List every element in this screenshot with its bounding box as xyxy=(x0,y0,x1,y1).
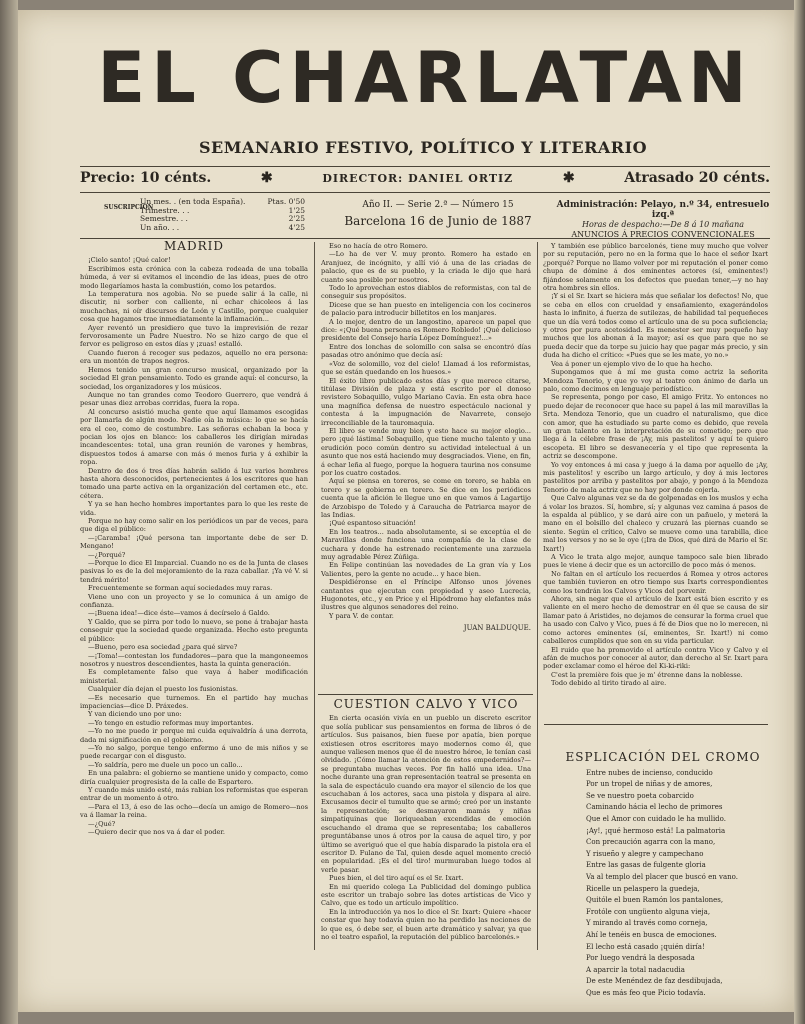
poem-cromo xyxy=(558,750,768,999)
poem-line: Entre nubes de incienso, conducido xyxy=(586,768,713,777)
rule-columns xyxy=(80,238,770,239)
admin-ads: ANUNCIOS Á PRECIOS CONVENCIONALES xyxy=(571,230,755,239)
paragraph: —Yo saldría, pero me duele un poco un callo... xyxy=(88,760,243,769)
poem-line: A aparcir la total nadacudia xyxy=(586,965,685,974)
newspaper-page xyxy=(18,10,794,1012)
paragraph: —¡Toma!—contestan los fundadores—para que la mangoneemos nosotros y nuestros descendientes, hasta la quinta generación. xyxy=(80,651,308,668)
paragraph: En una palabra: el gobierno se mantiene unido y compacto, como diría cualquier progresista de la calle de Espartero. xyxy=(80,769,308,786)
subscription-row: Un año. . . 4'25 xyxy=(140,222,305,232)
article-title-madrid: MADRID xyxy=(164,240,224,253)
poem-line: Que es más feo que Picio todavía. xyxy=(586,988,706,997)
paragraph: Dentro de dos ó tres días habrán salido á luz varios hombres hasta ahora desconocidos, pertenecientes á los escritores que han tomado una parte activa en la organización del certamen etc., etc. cétera. xyxy=(80,466,308,500)
paragraph: Cuando fueron á recoger sus pedazos, aquello no era persona: era un montón de trapos negros. xyxy=(80,348,308,366)
poem-line: Ricelle un pelaspero la guedeja, xyxy=(586,884,700,893)
paragraph: A Vico le trata algo mejor, aunque tampoco sale bien librado pues le viene á decir que es un actorcillo de poco más ó menos. xyxy=(543,553,768,570)
paragraph: Vea á poner un ejemplo vivo de lo que ha hecho. xyxy=(551,359,713,368)
paragraph: La temperatura nos agobia. No se puede salir á la calle, ni discutir, ni sorber con calliente, ni echar chicoleos á las muchachas, ni oír discursos de León y Castillo, porque cualquier cosa que hagamos trae inmediatamente la inflamación... xyxy=(80,290,308,324)
paragraph: —¡Caramba! ¡Qué persona tan importante debe de ser D. Mengano! xyxy=(80,533,308,551)
paragraph: Escribimos esta crónica con la cabeza rodeada de una toballa húmeda, á ver si evitamos el incendio de las ideas, pues de otro modo llegaríamos hasta la combustión, como los petardos. xyxy=(80,264,308,290)
paragraph: En mi querido colega La Publicidad del domingo publica este escritor un trabajo sobre las dotes artísticas de Vico y Calvo, que es todo un artículo impolítico. xyxy=(321,882,531,908)
paragraph: Entre dos lonchas de solomillo con salsa se encontró días pasadas otro anónimo que decía así: xyxy=(321,342,531,360)
poem-line: ¡Ay!, ¡qué hermoso está! La palmatoria xyxy=(586,826,726,835)
paragraph: ¡Y si el Sr. Ixart se hiciera más que señalar los defectos! No, que se ceba en ellos con crueldad y ensañamiento, exagerándolos hasta lo infinito, á fuerza de sutilezas, de habilidad tal pequeñeces que un día verá todos como el artículo una de su poca suficiencia; y otros por pura acetosidad. Es menester ser muy pequeño hay muchos que los abonan á la mayor; así es que para que no se pueda decir que da torpe su juicio hay que pagar más precio, y sin duda ha dicho el crítico: «Pues que se les mate, yo no.» xyxy=(543,292,768,360)
paragraph: El ruido que ha promovido el artículo contra Vico y Calvo y el afán de muchos por conocer al autor, dan derecho al Sr. Ixart para poder exclamar como el héroe del Ki-ki-riki: xyxy=(543,645,768,671)
paragraph: —¿Porqué? xyxy=(88,550,126,559)
poem-line: Entre las gasas de fulgente gloria xyxy=(586,861,706,870)
rule-cromo xyxy=(544,724,768,725)
paragraph: Pues bien, el del tiro aquí es el Sr. Ixart. xyxy=(329,874,464,883)
paragraph: —Yo tengo en estudio reformas muy importantes. xyxy=(88,718,254,727)
issue-numbers: Año II. — Serie 2.ª — Número 15 xyxy=(362,200,514,210)
paragraph: —Lo ha de ver V. muy pronto. Romero ha estado en Aranjuez, de incógnito, y allí vió á una de las criadas de palacio, que es de su pueblo, y la criada le dijo que hará cuanto sea posible por nosotros. xyxy=(321,250,531,284)
masthead-subtitle: SEMANARIO FESTIVO, POLÍTICO Y LITERARIO xyxy=(198,138,648,157)
paragraph: Hemos tenido un gran concurso musical, organizado por la sociedad El gran pensamiento. Todo es grande aquí: el concurso, la sociedad, los organizadores y los músicos. xyxy=(80,365,308,391)
paragraph: Cualquier día dejan el puesto los fusionistas. xyxy=(88,685,238,694)
poem-line: Con precaución agarra con la mano, xyxy=(586,838,716,847)
column-madrid xyxy=(80,240,308,952)
paragraph: En Felipe continúan las novedades de La gran vía y Los Valientes, pero la gente no acude... y hace bien. xyxy=(321,561,531,578)
paragraph: Y van diciendo uno por uno: xyxy=(88,710,182,719)
paragraph: C'est la première fois que je m' étrenne dans la noblesse. xyxy=(551,670,743,679)
paragraph: En la introducción ya nos lo dice el Sr. Ixart: Quiere «hacer constar que hay todavía quien no ha perdido las nociones de lo que es, ó debe ser, el buen arte dramático y salvar, ya que no el teatro español, la reputación del público barcelonés.» xyxy=(321,907,531,941)
column-divider-1 xyxy=(314,242,315,950)
paragraph: Que Calvo algunas vez se da de golpenadas en los muslos y echa á volar los brazos. Sí, hombre, sí; y algunas vez camina á pasos de la espalda al público, y se dará aire con un pañuelo, y meterá la mano en el bolsillo del chaleco y cruzará las piernas cuando se siente. Según el crítico, Calvo se mueve como una tarabilla, dice mal los versos y no se le oye (¡Ira de Dios, qué dirá de Mario el Sr. Ixart!) xyxy=(543,494,768,553)
poem-line: Frotóle con ungüento alguna vieja, xyxy=(586,907,711,916)
admin-info xyxy=(556,200,770,240)
rule-cuestion xyxy=(318,694,533,695)
paragraph: Ahora, sin negar que el artículo de Ixart está bien escrito y es valiente en el mero hecho de demostrar en él que se causa de sir llamar pato á Aristides, no dejamos de censurar la forma cruel que ha usado con Calvo y Vico, pues á fé de Dios que no lo merecen, ni como actores eminentes (sí, eminentes, Sr. Ixart!) ni como caballeros cumplidos que son en su vida particular. xyxy=(543,595,768,646)
paragraph: A lo mejor, dentro de un langostino, aparece un papel que dice: «¡Qué buena persona es Romero Robledo! ¡Qué delicioso presidente del Consejo haría López Domínguez!...» xyxy=(321,317,531,343)
paragraph: Todo debido al tirito tirado al aire. xyxy=(551,679,667,688)
poem-line: El lecho está casado ¡quién diría! xyxy=(586,942,705,951)
paragraph: —¿Qué? xyxy=(88,819,116,828)
paragraph: Al concurso asistió mucha gente que aquí llamamos escogidas por llamarla de algún modo. Nadie oía la música: lo que se hacía era el ceo, como de costumbre. Las señoras echaban la boca y pocian los ojos en blanco: los caballeros les dirigían miradas incandescentes: total, una gran reunión de varones y hembras, dispuestos todos á amarse con más ó menos furia y á exhibir la ropa. xyxy=(80,407,308,467)
poem-line: Y mirando al través como corneja, xyxy=(586,919,708,928)
paragraph: Y cuando más unido esté, más rabian los reformistas que esperan entrar de un momento á otro. xyxy=(80,786,308,803)
paragraph: «Voz de solomillo, voz del cielo! Llamad á los reformistas, que se están quedando en los huesos.» xyxy=(321,359,531,377)
paragraph: Ayer reventó un presidiero que tuvo la imprevisión de rezar fervorosamente un Padre Nuestro. No se hizo cargo de que el fervor es peligroso en estos días y ¡zuas! estalló. xyxy=(80,323,308,349)
subscription-row: Semestre. . . 2'25 xyxy=(140,214,305,223)
poem-line: Va al templo del placer que buscó en vano. xyxy=(586,872,738,881)
paragraph: Todo lo aprovechan estos diablos de reformistas, con tal de conseguir sus propósitos. xyxy=(321,284,531,301)
subscription-row: Un mes. . (en toda España). Ptas. 0'50 xyxy=(140,197,305,206)
page-edge xyxy=(794,0,805,1024)
admin-address: Administración: Pelayo, n.º 34, entresuelo izq.ª xyxy=(556,200,770,220)
subscription-label: SUSCRIPCIÓN xyxy=(104,204,154,211)
poem-line: Que el Amor con cuidado le ha mullido. xyxy=(586,814,726,823)
admin-hours: Horas de despacho:—De 8 á 10 mañana xyxy=(582,220,744,229)
paragraph: —Para el 13, á eso de las ocho—decía un amigo de Romero—nos va á llamar la reina. xyxy=(80,802,308,820)
article-title-cromo: ESPLICACIÓN DEL CROMO xyxy=(565,750,761,764)
poem-line: Y risueño y alegre y campechano xyxy=(586,849,704,858)
paragraph: —Porque lo dice El Imparcial. Cuando no es de la Junta de clases pasivas lo es de la del mejoramiento de la raza caballar. ¡Ya vé V. si tendrá mérito! xyxy=(80,559,308,584)
poem-line: Caminando hácia el lecho de primores xyxy=(586,803,723,812)
paragraph: Supongamos que á mí me gusta como actriz la señorita Mendoza Tenorio, y que yo voy al teatro con ánimo de darla un palo, como decimos en lenguaje periodístico. xyxy=(543,368,768,393)
poem-line: Quitóle el buen Ramón los pantalones, xyxy=(586,896,724,905)
paragraph: Y Galdo, que se pirra por todo lo nuevo, se pone á trabajar hasta conseguir que la sociedad quede organizada. Hecho esto pregunta el público: xyxy=(80,617,308,643)
paragraph: —Yo no salgo, porque tengo enfermo á uno de mis niños y se puede recargar con el disgusto. xyxy=(80,743,308,761)
paragraph: El libro se vende muy bien y esto hace su mejor elogio... pero ¡qué lástima! Sobaquillo, que tiene mucho talento y una erudición poco común dentro su actividad intelectual á un asunto que nos está haciendo muy desgraciados. Viene, en fin, á echar leña al fuego, porque la hoguera taurina nos consume por los cuatro costados. xyxy=(321,426,531,477)
issue-info xyxy=(318,200,558,228)
back-issue-price: Atrasado 20 cénts. xyxy=(624,170,770,186)
paragraph: —Yo no me puedo ir porque mi cuida equivaldría á una derrota, dada mi significación en el gobierno. xyxy=(80,727,308,744)
paragraph: Es completamente falso que vaya á haber modificación ministerial. xyxy=(80,668,308,685)
price: Precio: 10 cénts. xyxy=(80,170,212,186)
paragraph: Y para V. de contar. xyxy=(329,611,394,620)
paragraph: Aquí se piensa en toreros, se come en torero, se habla en torero y se gobierna en torero. Se dice en los periódicos cuenta que la afición le llegue uno en que vamos á Lagartijo de Arzobispo de Toledo y á Caraucha de Patriarca mayor de las Indias. xyxy=(321,477,531,519)
poem-line: Por luego vendrá la desposada xyxy=(586,954,695,963)
rule-mid xyxy=(80,192,770,193)
paragraph: ¡Cielo santo! ¡Qué calor! xyxy=(88,256,171,265)
paragraph: —Es necesario que turnemos. En el partido hay muchas impaciencias—dice D. Práxedes. xyxy=(80,693,308,710)
paragraph: Y también ese público barcelonés, tiene muy mucho que volver por su reputación, pero no en la forma que lo hace el señor Ixart ¿porqué? Porque no llamo volver por mi reputación el poner como chupa de dómine á dos eminentes actores (sí, eminentes!) fijándose solamente en los defectos que puedan tener,—y no hay otra hombres sin ellos. xyxy=(543,242,768,293)
poem-line: Se ve nuestro poeta cobarcido xyxy=(586,791,694,800)
subscription-row: Trimestre. . . 1'25 xyxy=(140,205,305,215)
paragraph: ¡Qué espantoso situación! xyxy=(329,519,417,528)
signature: JUAN BALDUQUE. xyxy=(463,624,531,633)
paragraph: Se representa, pongo por caso, El amigo Fritz. Yo entonces no puedo dejar de reconocer que hace su papel á las mil maravillas la Srta. Mendoza Tenorio, que un cuadro el naturalismo, que dice con amor, que ha estudiado su parte como es debido, que revela un gran talento en la interpretación de su cometido; pero que llega á la célebre frase de ¡Ay, mis pastelitos! y aquí te quiero escopeta. El libro se desvanecería y el tipo que representa la actriz se descompone. xyxy=(543,393,768,461)
poem-line: Ahí le tenéis en busca de emociones. xyxy=(586,930,717,939)
paragraph: El éxito libro publicado estos días y que merece citarse, titúlase División de plaza y está escrito por el donoso revistero Sobaquillo, vulgo Mariano Cavia. En esta obra hace una magnífica defensa de nuestro espectáculo nacional y contesta á la impugnación de Navarrete, consejo irreconciliable de la tauromaquia. xyxy=(321,376,531,427)
director: DIRECTOR: DANIEL ORTIZ xyxy=(322,171,514,185)
book-spine xyxy=(0,0,18,1024)
paragraph: Viene uno con un proyecto y se lo comunica á un amigo de confianza. xyxy=(80,592,308,610)
paragraph: En los teatros... nada absolutamente, si se exceptúa el de Maravillas donde funciona una compañía de la clase de cuchara y donde ha estrenado recientemente una zarzuela muy agradable Pérez Zúñiga. xyxy=(321,527,531,562)
paragraph: Frecuentemente se forman aquí sociedades muy raras. xyxy=(88,584,273,593)
issue-date: Barcelona 16 de Junio de 1887 xyxy=(344,214,532,228)
paragraph: Eso no hacía de otro Romero. xyxy=(329,242,428,250)
price-line: Precio: 10 cénts. ✱ DIRECTOR: DANIEL ORTIZ ✱ Atrasado 20 cénts. xyxy=(80,170,770,186)
column-divider-2 xyxy=(537,242,538,950)
article-title-cuestion: CUESTION CALVO Y VICO xyxy=(333,698,519,711)
poem-line: De este Menéndez de faz desdibujada, xyxy=(586,977,723,986)
paragraph: No faltan en el artículo los recuerdos á Romea y otros actores que también tuvieron en otro tiempo sus Ixarts correspondientes como los tendrán los Calvos y Vicos del porvenir. xyxy=(543,569,768,595)
poem-line: Por un tropel de niñas y de amores, xyxy=(586,780,713,789)
paragraph: Dicese que se han puesto en inteligencia con los cocineros de palacio para introducir billetitos en los manjares. xyxy=(321,300,531,318)
paragraph: —Quiero decir que nos va á dar el poder. xyxy=(88,828,225,837)
rule-top xyxy=(80,166,770,167)
paragraph: —¡Buena idea!—dice éste—vamos á decírselo á Galdo. xyxy=(88,609,270,618)
column-madrid-continued xyxy=(321,242,531,670)
paragraph: Aunque no tan grandes como Teodoro Guerrero, que vendrá á pesar unas diez arrobas corridas, fuera la ropa. xyxy=(80,390,308,408)
paragraph: Yo voy entonces á mi casa y juego á la dama por aquello de ¡Ay, mis pastelitos! y escribo un largo artículo, y doy á mis lectores pastelitos por arriba y pastelitos por abajo, y pongo á la Mendoza Tenorio de mala actriz que no hay por donde cojerla. xyxy=(543,460,768,494)
column-cuestion-continued xyxy=(543,242,768,720)
paragraph: —Bueno, pero esa sociedad ¿para qué sirve? xyxy=(88,643,238,652)
column-cuestion xyxy=(321,698,531,948)
paragraph: Porque no hay como salir en los periódicos un par de veces, para que diga el público: xyxy=(80,517,308,534)
paragraph: En cierta ocasión vivía en un pueblo un discreto escritor que solía publicar sus pensamientos en forma de libros ó de artículos. Sus paisanos, bien fuese por apatía, bien porque existiesen otros escritores mayo modernos como él, que aunque valiesen menos que él de nuestro héroe, le tenían casi olvidado. ¡Cómo llamar la atención de estos empedernidos?—se preguntaba muchas veces. Por fin halló una idea. Una noche durante una gran representación teatral se presenta en la sala de espectáculo cuando era mayor el silencio de los que escuchaban á los actores, saca una pistola y dispara al aire. Excusamos decir el tumulto que se armó; creó por un instante la representación; se desmayaron mamás y niñas simpatiquinas que lloriqueaban excendidas de emoción escuchando el drama que se representaba; los caballeros preguntábanse unos á otros por la causa de aquel tiro, y por último se averiguó que el que había disparado la pistola era el escritor D. Fulano de Tal, quien desde aquel momento creció en popularidad. ¡Es el del tiro! murmuraban luego todos al verle pasar. xyxy=(321,714,531,874)
paragraph: Despidiéronse en el Príncipe Alfonso unos jóvenes cantantes que ejecutan con propiedad y aseo Lucrecia, Hugonotes, etc., y en Price y el Hipódromo hay elefantes más ilustres que algunos senadores del reino. xyxy=(321,578,531,612)
paragraph: Y ya se han hecho hombres importantes para lo que les reste de vida. xyxy=(80,500,308,517)
masthead-title: EL CHARLATAN xyxy=(97,37,753,119)
